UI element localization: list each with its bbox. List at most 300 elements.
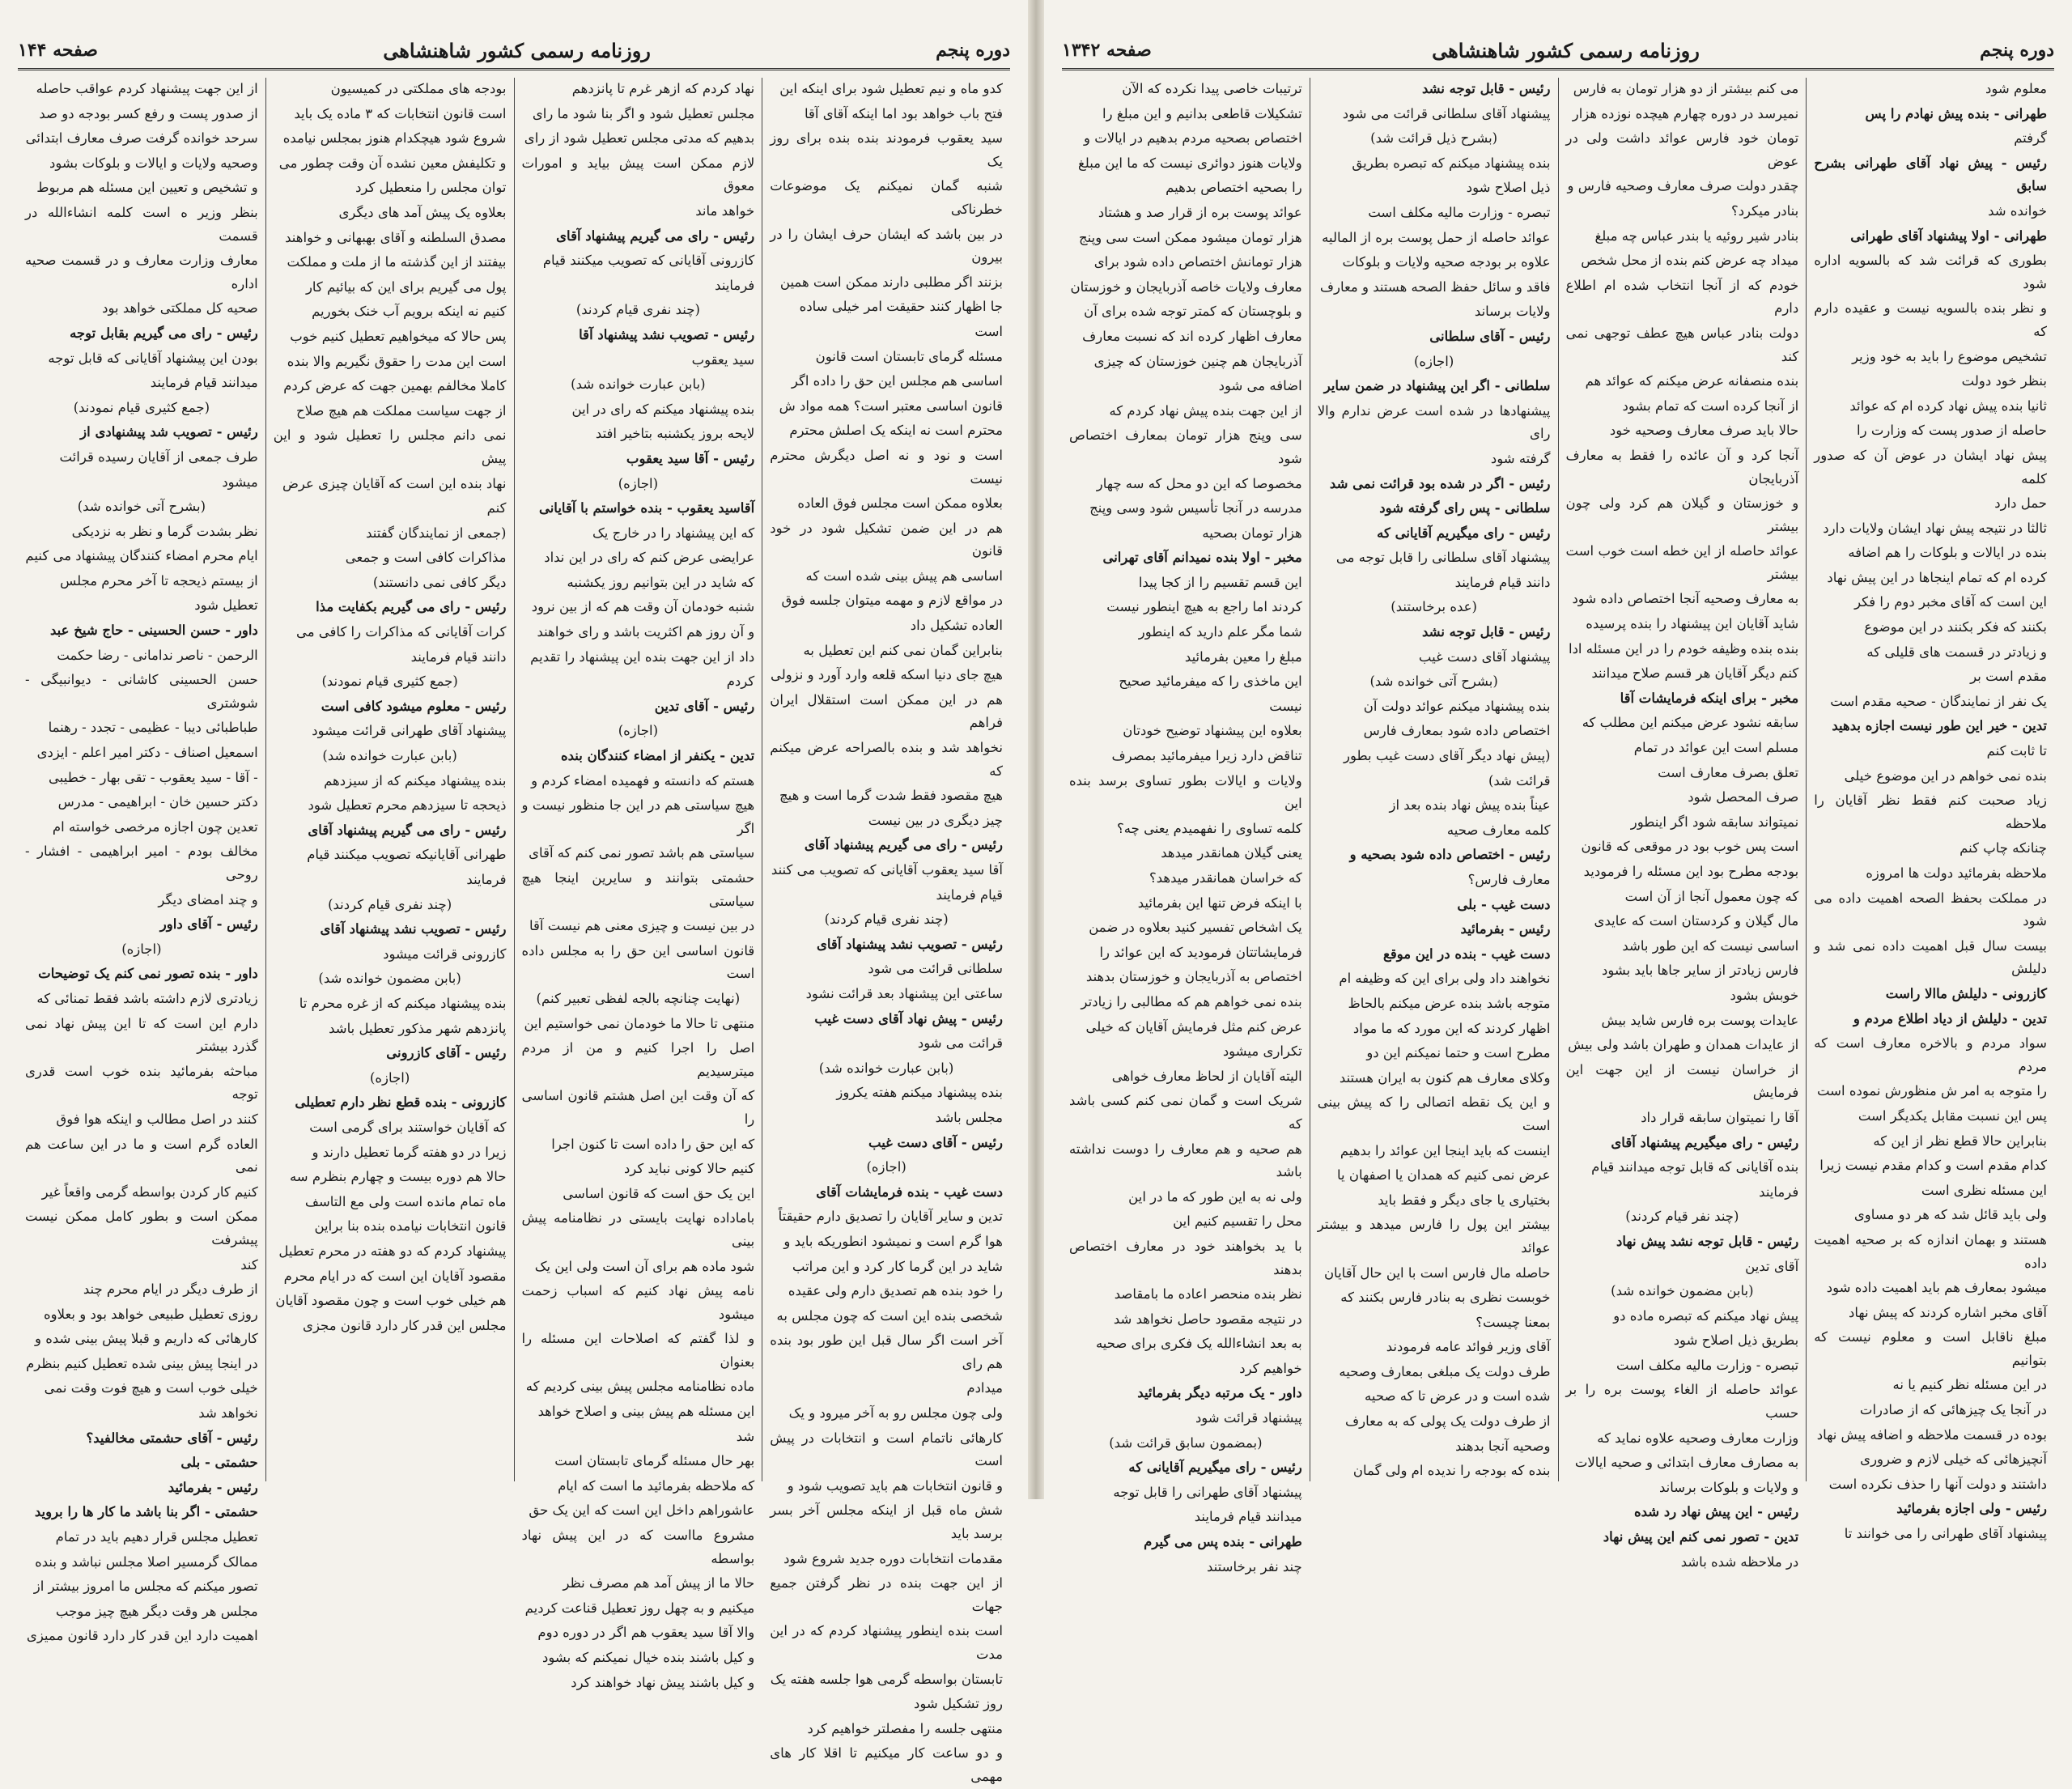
text-line: اختصاص داده شود بمعارف فارس: [1363, 723, 1551, 739]
text-line: از جهت سیاست مملکت هم هیچ صلاح: [295, 402, 507, 419]
text-line: و نظر بنده بالسویه نیست و عقیده دارم که: [1814, 300, 2047, 339]
text-line: قانون انتخابات نیامده بنده بنا براین: [314, 1218, 507, 1234]
text-line: عیناً بنده پیش نهاد بنده بعد از: [1389, 797, 1551, 814]
text-line: کردند اما راجع به هیچ اینطور نیست: [1106, 599, 1302, 615]
text-line: رئیس - آقای کازرونی: [386, 1045, 507, 1061]
text-line: فارس زیادتر از سایر جاها باید بشود: [1602, 962, 1799, 979]
text-line: پول می گیریم برای این که بیائیم کار: [305, 278, 507, 295]
text-line: کنیم کار کردن بواسطه گرمی واقعاً غیر: [41, 1183, 258, 1200]
text-line: اسمعیل اصناف - دکتر امیر اعلم - ایزدی: [36, 745, 258, 761]
text-line: کارهائی که داریم و قبلا پیش بینی شده و: [35, 1331, 258, 1347]
text-line: اظهار کردند که این مورد که ما مواد: [1352, 1020, 1551, 1036]
text-line: فرمایند: [1759, 1183, 1799, 1200]
text-line: منتهی تا حالا ما خودمان نمی خواستیم این: [524, 1015, 755, 1031]
text-line: یعنی گیلان همانقدر میدهد: [1161, 845, 1302, 861]
text-line: ثانیا بنده پیش نهاد کرده ام که عوائد: [1849, 397, 2047, 414]
text-line: تعطیل مجلس قرار دهیم باید در تمام: [55, 1529, 258, 1545]
text-line: وصحیه ولایات و ایالات و بلوکات بشود: [49, 155, 258, 171]
text-line: وکلای معارف هم کنون به ایران هستند: [1339, 1069, 1551, 1086]
text-line: بزنند اگر مطلبی دارند ممکن است همین: [779, 274, 1003, 290]
text-line: مجلس تعطیل شود و اگر بنا شود ما رای: [532, 105, 755, 121]
text-line: نهاد بنده این است که آقایان چیزی عرض: [282, 475, 507, 491]
text-line: سید یعقوب فرمودند بنده بنده برای روز یک: [770, 130, 1003, 169]
text-line: عرایضی عرض کنم که رای در این نداد: [544, 550, 755, 566]
newspaper-title: روزنامه رسمی کشور شاهنشاهی: [383, 38, 651, 62]
text-line: تدین و سایر آقایان را تصدیق دارم حقیقتاً: [778, 1209, 1003, 1225]
text-line: در مواقع لازم و مهمه میتوان جلسه فوق: [781, 593, 1003, 609]
text-line: رئیس - معلوم میشود کافی است: [321, 698, 507, 714]
text-line: تشخیص موضوع را باید به خود وزیر: [1852, 348, 2047, 364]
text-line: رئیس - رای می گیریم پیشنهاد آقای: [308, 822, 507, 838]
text-line: ملاحظه بفرمائید دولت ها امروزه: [1866, 865, 2047, 881]
text-line: این مسئله هم پیش بینی و اصلاح خواهد: [537, 1404, 755, 1420]
text-line: است قانون انتخابات که ۳ ماده یک باید: [294, 105, 507, 121]
text-line: بطوری که قرائت شد که بالسویه اداره شود: [1814, 253, 2047, 291]
text-line: مبلغ ناقابل است و معلوم نیست که بتوانیم: [1814, 1329, 2047, 1368]
text-line: یک نفر از نمایندگان - صحیه مقدم است: [1830, 693, 2047, 709]
text-line: پیشنهاد کردم که دو هفته در محرم تعطیل: [278, 1243, 507, 1259]
text-line: مبلغ را معین بفرمائید: [1184, 648, 1302, 665]
text-column: [18, 78, 265, 1644]
text-line: ثالثا در نتیجه پیش نهاد ایشان ولایات دارد: [1823, 520, 2047, 536]
text-line: هیچ جای دنیا اسکه قلعه وارد آورد و نزولی: [770, 667, 1003, 683]
text-line: داد از این جهت بنده این پیشنهاد را تقدیم: [530, 648, 755, 665]
text-line: شروع شود هیچکدام هنوز بمجلس نیامده: [282, 130, 507, 147]
text-line: نظر بشدت گرما و نظر به نزدیکی: [71, 523, 258, 539]
text-line: اختصاص به آذربایجان و خوزستان بدهند: [1085, 969, 1302, 985]
text-line: به مصارف معارف ابتدائی و صحیه ایالات: [1574, 1455, 1799, 1471]
text-line: (بابن عبارت خوانده شد): [818, 1060, 954, 1076]
text-line: در بین نیست و چیزی معنی هم نیست آقا: [529, 918, 755, 934]
text-line: دست غیب - بنده فرمایشات آقای: [816, 1183, 1003, 1200]
text-line: زیاد صحبت کنم فقط نظر آقایان را ملاحظه: [1814, 793, 2047, 831]
text-line: ممالک گرمسیر اصلا مجلس نباشد و بنده: [35, 1553, 258, 1570]
text-line: رئیس - ولی اجازه بفرمائید: [1896, 1501, 2047, 1517]
text-line: آخر است اگر سال قبل این طور بود بنده هم رای: [770, 1332, 1003, 1371]
text-line: چند نفر برخاستند: [1207, 1558, 1302, 1574]
text-line: پیش نهاد ایشان در عوض آن که صدور کلمه: [1814, 447, 2047, 487]
text-line: نخواهد شد: [198, 1405, 258, 1421]
text-line: این ماخذی را که میفرمائید صحیح: [1119, 674, 1302, 690]
text-line: آقای وزیر فوائد عامه فرمودند: [1386, 1339, 1551, 1355]
text-line: الیته آقایان از لحاظ معارف خواهی: [1111, 1068, 1302, 1084]
text-line: کدو ماه و نیم تعطیل شود برای اینکه این: [779, 81, 1003, 96]
text-line: از آنجا کرده است که تمام بشود: [1622, 397, 1799, 414]
text-line: خوبش بشود: [1730, 987, 1799, 1003]
text-line: (جمع کثیری قیام نمودند): [73, 399, 210, 415]
text-line: تعطیل شود: [194, 597, 258, 614]
text-line: مسئله گرمای تابستان است قانون: [815, 348, 1003, 364]
text-line: مباحثه بفرمائید بنده خوب است قدری توجه: [25, 1063, 258, 1103]
text-line: آقاسید یعقوب - بنده خواستم با آقایانی: [538, 500, 755, 516]
text-line: و چند امضای دیگر: [158, 891, 258, 907]
text-line: هیچ سیاستی هم در این جا منظور نیست و اگر: [521, 797, 755, 836]
text-line: سلطانی قرائت می شود: [868, 961, 1003, 977]
text-line: و قانون انتخابات هم باید تصویب شود و: [787, 1477, 1003, 1494]
text-line: میداد چه عرض کنم بنده از محل شخص: [1581, 253, 1799, 269]
text-line: اساسی هم پیش بینی شده است که: [805, 567, 1003, 584]
text-line: و کیل باشند پیش نهاد خواهند کرد: [571, 1674, 755, 1690]
text-line: مشروع مااست که در این پیش نهاد بواسطه: [521, 1528, 755, 1566]
text-line: پیشنهاد آقای طهرانی را می خوانند تا: [1844, 1526, 2047, 1542]
text-line: مخالف بودم - امیر ابراهیمی - افشار - روحی: [25, 844, 258, 882]
text-line: داور - بنده تصور نمی کنم یک توضیحات: [38, 966, 258, 982]
text-line: عوائد حاصله از این خطه است خوب است بیشتر: [1565, 543, 1799, 582]
text-line: معارف فارس؟: [1467, 872, 1551, 887]
text-line: مصدق السلطنه و آقای بهبهانی و خواهند: [285, 229, 507, 245]
text-line: سید یعقوب: [691, 351, 755, 368]
text-line: کلمه تساوی را نفهمیدم یعنی چه؟: [1117, 820, 1302, 836]
text-line: رئیس - قابل توجه نشد پیش نهاد: [1616, 1233, 1799, 1249]
text-line: از عایدات همدان و طهران باشد ولی بیش: [1568, 1037, 1799, 1053]
text-line: شنبه خودمان آن وقت هم که از بین نرود: [531, 599, 755, 615]
text-line: بنده پیشنهاد میکنم که از غره محرم تا: [299, 995, 507, 1011]
text-line: آقا سید یعقوب آقایانی که تصویب می کنند: [771, 862, 1003, 878]
text-line: بختیاری یا جای دیگر و فقط باید: [1378, 1192, 1551, 1208]
text-line: اصل را اجرا کنیم و من از مردم میترسیدیم: [521, 1040, 755, 1079]
text-line: پیشنهاد قرائت شود: [1195, 1410, 1302, 1426]
text-line: پانزدهم شهر مذکور تعطیل باشد: [329, 1020, 507, 1036]
text-line: اینست که باید اینجا این عوائد را بدهیم: [1340, 1142, 1551, 1158]
text-line: این مسئله نظری است: [1921, 1182, 2047, 1198]
text-line: رئیس - آقا سید یعقوب: [626, 450, 755, 466]
text-line: است بنده اینطور پیشنهاد کردم که در این مدت: [770, 1623, 1003, 1662]
text-line: است و نود و نه اصل دیگرش محترم نیست: [770, 447, 1003, 487]
text-line: پس این نسبت مقابل یکدیگر است: [1858, 1107, 2047, 1124]
text-line: نیست: [1269, 698, 1302, 714]
text-line: بنابراین حالا قطع نظر از این که: [1873, 1132, 2047, 1149]
text-line: رئیس - تصویب شد پیشنهادی از: [80, 424, 258, 440]
text-line: رئیس - پیش نهاد آقای دست غیب: [814, 1010, 1003, 1026]
text-line: معارف اظهار کرده اند که نسبت معارف: [1082, 328, 1302, 344]
text-line: مخبر - اولا بنده نمیدانم آقای تهرانی: [1102, 550, 1302, 566]
text-line: بنادر شیر روئیه یا بندر عباس چه مبلغ: [1594, 227, 1799, 244]
text-line: در نتیجه مقصود حاصل نخواهد شد: [1113, 1311, 1302, 1327]
text-line: می کنم بیشتر از دو هزار تومان به فارس: [1573, 81, 1799, 96]
text-line: است: [974, 323, 1003, 339]
text-line: صرف المحصل شود: [1688, 789, 1799, 805]
text-line: دیگر کافی نمی دانستند): [372, 574, 507, 590]
text-line: (بابن مضمون خوانده شد): [1611, 1283, 1754, 1299]
text-line: آذربایجان هم چنین خوزستان که چیزی: [1093, 353, 1302, 369]
text-line: طهرانی - بنده پیش نهادم را پس: [1865, 105, 2047, 121]
text-line: بطریق ذیل اصلاح شود: [1673, 1332, 1799, 1349]
text-line: کلمه معارف صحیه: [1446, 822, 1551, 838]
text-line: صحیه کل مملکتی خواهد بود: [102, 300, 258, 317]
text-line: نامه پیش نهاد کنیم که اسباب زحمت میشود: [521, 1283, 755, 1322]
text-line: بنده پیشنهاد میکنم هفته یکروز: [836, 1085, 1003, 1101]
text-line: سرحد خوانده گرفت صرف معارف ابتدائی: [25, 130, 258, 147]
text-line: رئیس - رای می گیریم پیشنهاد آقای: [804, 837, 1003, 853]
text-line: از طرف دولت یک پولی که به معارف: [1345, 1413, 1551, 1430]
text-line: هم در این ممکن است استقلال ایران فراهم: [770, 691, 1003, 731]
period-label: دوره پنجم: [1980, 40, 2054, 61]
text-line: میدانند قیام فرمایند: [150, 375, 258, 391]
text-line: فرمایند: [715, 277, 755, 293]
text-line: (اجازه): [369, 1069, 410, 1086]
text-line: رئیس - تصویب نشد پیشنهاد آقای: [320, 921, 507, 937]
text-line: بعلاوه یک پیش آمد های دیگری: [338, 204, 507, 220]
text-line: که آقایان خواستند برای گرمی است: [309, 1119, 507, 1135]
text-line: بودجه مطرح بود این مسئله را فرمودید: [1583, 864, 1799, 879]
text-line: گرفته شود: [1490, 450, 1551, 466]
text-line: بنادر میکرد؟: [1730, 202, 1799, 219]
text-line: از صدور پست و رفع کسر بودجه دو صد: [39, 105, 258, 121]
text-line: خواهد ماند: [695, 202, 755, 219]
text-line: از طرف دیگر در ایام محرم چند: [83, 1281, 258, 1298]
text-line: داور - یک مرتبه دیگر بفرمائید: [1137, 1385, 1302, 1401]
text-line: نمیتواند سابقه شود اگر اینطور: [1630, 814, 1799, 830]
text-line: کرات آقایانی که مذاکرات را کافی می: [295, 624, 507, 640]
text-line: شش ماه قبل از اینکه مجلس آخر بسر برسد باید: [770, 1502, 1003, 1542]
text-line: و لذا گفتم که اصلاحات این مسئله را بعنوان: [521, 1331, 755, 1370]
left-page-header: [18, 32, 1010, 70]
text-line: رئیس - آقای دست غیب: [868, 1134, 1003, 1150]
text-line: بنده پیشنهاد میکنم که رای در این: [571, 401, 755, 417]
text-line: (جمع کثیری قیام نمودند): [321, 674, 458, 690]
text-line: عایدات پوست بره فارس شاید بیش: [1601, 1012, 1799, 1028]
text-line: رئیس - بفرمائید: [1460, 921, 1551, 937]
text-line: - آقا - سید یعقوب - تقی بهار - خطیبی: [48, 769, 258, 785]
text-line: بنظر وزیر ه است کلمه انشاءالله در قسمت: [25, 204, 258, 244]
text-line: میدانند قیام فرمایند: [1194, 1509, 1302, 1525]
text-line: این است که آقای مخبر دوم را فکر: [1854, 594, 2047, 610]
text-line: هم در این ضمن تشکیل شود در خود قانون: [770, 520, 1003, 559]
text-line: خوانده شد: [1988, 202, 2047, 219]
text-line: پیشنهاد آقای طهرانی قرائت میشود: [312, 723, 507, 739]
text-column: [1310, 78, 1558, 1481]
text-line: چیز دیگری در بین نیست: [868, 812, 1003, 828]
text-line: ماده نظامنامه مجلس پیش بینی کردیم که: [525, 1379, 755, 1395]
text-line: بنده پیشنهاد میکنم عوائد دولت آن: [1363, 698, 1551, 714]
text-line: سی وپنج هزار تومان بمعارف اختصاص شود: [1069, 427, 1302, 466]
text-line: وزارت معارف وصحیه علاوه نماید که: [1597, 1430, 1799, 1446]
text-line: فاقد و سائل حفظ الصحه هستند و معارف: [1319, 278, 1551, 295]
text-line: رئیس - تصویب نشد پیشنهاد آقای: [816, 936, 1003, 952]
text-line: با اینکه فرض تنها این بفرمائید: [1137, 894, 1302, 911]
text-line: در این مسئله نظر کنیم یا نه: [1892, 1377, 2047, 1393]
text-line: دولت بنادر عباس هیچ عطف توجهی نمی کند: [1565, 325, 1799, 364]
text-line: مقدمات انتخابات دوره جدید شروع شود: [783, 1550, 1003, 1566]
text-line: که چون معمول آنجا از آن است: [1624, 888, 1799, 904]
text-line: کدام مقدم است و کدام مقدم نیست زیرا: [1819, 1158, 2047, 1174]
text-line: رئیس - اگر در شده بود قرائت نمی شد: [1329, 475, 1551, 491]
text-line: و آن روز هم اکثریت باشد و رای خواهند: [537, 624, 755, 640]
text-line: هوا گرم است و نمیشود انطوریکه باید و: [783, 1233, 1003, 1249]
text-line: سیاستی هم باشد تصور نمی کنم که آقای: [529, 845, 755, 861]
text-line: آقای مخبر اشاره کردند که پیش نهاد: [1849, 1304, 2047, 1320]
text-line: حاصله مال فارس است با این حال آقایان: [1323, 1264, 1551, 1281]
text-line: سلطانی - اگر این پیشنهاد در ضمن سایر: [1323, 378, 1551, 394]
text-line: شد: [736, 1428, 755, 1444]
text-line: ولایات هنوز دوائری نیست که ما این مبلغ: [1077, 155, 1302, 171]
text-line: پیشنهادها در شده است عرض ندارم والا رای: [1317, 402, 1551, 442]
text-line: خودم که از آنجا انتخاب شده ام اطلاع دارم: [1565, 277, 1799, 317]
text-line: بنده در ایالات و بلوکات را هم اضافه: [1848, 545, 2047, 561]
text-line: عرض کنم مثل فرمایش آقایان که خیلی: [1085, 1018, 1302, 1035]
text-line: میشود: [222, 474, 258, 490]
text-line: این یک حق است که قانون اساسی: [563, 1185, 755, 1201]
text-line: این قسم تقسیم را از کجا پیدا: [1138, 574, 1302, 590]
text-line: ممکن است و بطور کامل ممکن نیست پیشرفت: [25, 1209, 258, 1247]
text-line: تناقض دارد زیرا میفرمائید بمصرف: [1111, 748, 1302, 764]
text-line: را متوجه به امر ش منظورش نموده است: [1816, 1083, 2047, 1099]
text-line: قیام فرمایند: [936, 886, 1003, 903]
text-line: در بین باشد که ایشان حرف ایشان را در بیرون: [770, 226, 1003, 266]
right-page-header: [1062, 32, 2054, 70]
text-line: پیشنهاد آقای دست غیب: [1418, 648, 1551, 665]
text-line: شود ماده هم برای آن است ولی این یک: [534, 1258, 755, 1274]
text-line: که این حق را داده است تا کنون اجرا: [551, 1136, 755, 1152]
text-line: هزار تومانش اختصاص داده شود برای: [1093, 254, 1302, 270]
text-line: بودن این پیشنهاد آقایانی که قابل توجه: [48, 350, 258, 366]
text-line: (اجازه): [618, 475, 659, 491]
text-line: کرده ام که تمام اینجاها در این پیش نهاد: [1827, 569, 2047, 585]
text-line: رئیس - تصویب نشد پیشنهاد آقا: [579, 326, 755, 342]
text-line: فرمایشاتتان فرمودید که این عوائد را: [1099, 944, 1302, 960]
text-line: (جمعی از نمایندگان گفتند: [366, 525, 507, 541]
text-line: تبصره - وزارت مالیه مکلف است: [1368, 204, 1551, 220]
text-line: توان مجلس را منعطیل کرد: [355, 180, 507, 196]
text-line: بعلاوه این پیشنهاد توضیح خودتان: [1123, 723, 1302, 739]
text-line: (پیش نهاد دیگر آقای دست غیب بطور: [1344, 748, 1551, 764]
text-line: رئیس - پیش نهاد آقای طهرانی بشرح سابق: [1814, 155, 2047, 194]
text-line: سابقه نشود عرض میکنم این مطلب که: [1582, 715, 1799, 731]
text-line: چنانکه چاپ کنم: [1959, 840, 2047, 856]
text-line: بنده که بودجه را ندیده ام ولی گمان: [1352, 1463, 1551, 1479]
text-line: شاید در این گرما کار کرد و این مراتب: [792, 1258, 1003, 1274]
text-line: تا ثابت کنم: [1986, 743, 2047, 759]
text-line: به بعد انشاءالله یک فکری برای صحیه: [1095, 1336, 1302, 1352]
text-line: (بمضمون سابق قرائت شد): [1109, 1434, 1263, 1451]
text-line: دارم این است که تا این پیش نهاد نمی گذرد بیشتر: [25, 1015, 258, 1055]
text-line: تدین - خیر این طور نیست اجازه بدهید: [1832, 718, 2047, 734]
text-line: تبصره - وزارت مالیه مکلف است: [1616, 1357, 1799, 1373]
text-line: (بابن عبارت خوانده شد): [322, 748, 457, 764]
text-line: حسن الحسینی کاشانی - دیوانبیگی - شوشتری: [25, 672, 258, 711]
text-line: (چند نفر قیام کردند): [1625, 1209, 1739, 1225]
text-line: و دو ساعت کار میکنیم تا اقلا کار های مهمی: [770, 1745, 1003, 1784]
text-line: عوائد حاصله از الغاء پوست بره را بر حسب: [1565, 1382, 1799, 1421]
text-line: (بشرح ذیل قرائت شد): [1370, 130, 1498, 147]
text-line: دانند قیام فرمایند: [410, 648, 507, 665]
text-line: اساسی نیست که این طور باشد: [1622, 937, 1799, 954]
text-line: تعدین چون اجازه مرخصی خواسته ام: [52, 818, 258, 835]
text-line: طرف دولت یک مبلغی بمعارف وصحیه: [1339, 1363, 1551, 1379]
text-line: به معارف وصحیه آنجا اختصاص داده شود: [1572, 591, 1799, 607]
text-line: عرض نمی کنیم که همدان یا اصفهان یا: [1336, 1167, 1551, 1183]
text-line: هزار تومان بصحیه: [1202, 525, 1302, 541]
text-line: شخصی بنده این است که چون مجلس به: [776, 1307, 1003, 1324]
text-line: کنم: [486, 500, 507, 516]
text-line: نهاد کردم که ازهر غرم تا پانزدهم: [571, 81, 755, 96]
text-line: حالا ما از پیش آمد هم مصرف نظر: [563, 1575, 755, 1591]
text-line: رئیس - رای میگیریم آقایانی که: [1128, 1460, 1302, 1476]
text-line: حشمتی بتوانند و سایرین اینجا هیچ سیاستی: [521, 870, 755, 909]
text-line: ذیل اصلاح شود: [1466, 180, 1551, 196]
text-line: شما مگر علم دارید که اینطور: [1138, 624, 1302, 640]
text-line: ترتیبات خاصی پیدا نکرده که الآن: [1122, 81, 1302, 96]
text-line: از این جهت بنده پیش نهاد کردم که: [1109, 402, 1302, 419]
text-line: پس حالا که میخواهیم تعطیل کنیم خوب: [290, 328, 507, 344]
text-line: کنم دیگر آقایان هر قسم صلاح میدانند: [1591, 665, 1799, 682]
text-line: تدین - دلیلش از دیاد اطلاع مردم و: [1853, 1010, 2047, 1026]
text-line: بنده پیشنهاد میکنم که از سیزدهم: [324, 772, 507, 788]
text-line: مطرح است و حتما نمیکنم این دو: [1366, 1045, 1551, 1061]
text-line: ولی باید قائل شد که هر دو مساوی: [1853, 1207, 2047, 1223]
text-line: محل را تقسیم کنیم این: [1173, 1213, 1302, 1230]
text-line: آقا را نمیتوان سابقه قرار داد: [1641, 1109, 1799, 1125]
text-line: بوده در قسمت ملاحظه و اضافه پیش نهاد: [1816, 1426, 2047, 1443]
text-line: طهرانی - اولا پیشنهاد آقای طهرانی: [1850, 227, 2047, 244]
text-line: خواهیم کرد: [1239, 1360, 1302, 1376]
text-line: روز تشکیل شود: [914, 1696, 1003, 1712]
text-line: و بلوچستان که کمتر توجه شده برای آن: [1084, 304, 1302, 320]
text-line: میکنیم و به چهل روز تعطیل قناعت کردیم: [524, 1600, 755, 1616]
text-line: ایام محرم امضاء کنندگان پیشنهاد می کنیم: [25, 548, 258, 564]
text-line: و تشخیص و تعیین این مسئله هم مربوط: [36, 180, 258, 196]
text-line: در مملکت بحفظ الصحه اهمیت داده می شود: [1814, 890, 2047, 929]
text-line: سلطانی - پس رای گرفته شود: [1379, 500, 1551, 516]
right-columns: [1062, 78, 2054, 1574]
left-page: [0, 0, 1028, 1784]
period-label: دوره پنجم: [936, 40, 1010, 61]
text-line: قانون اساسی این حق را به مجلس داده است: [521, 942, 755, 982]
text-line: لایحه بروز یکشنبه بتاخیر افتد: [595, 426, 755, 442]
text-line: بنده نمی خواهم هم که مطالبی را زیادتر: [1081, 993, 1302, 1009]
text-line: تابستان بواسطه گرمی هوا جلسه هفته یک: [770, 1671, 1003, 1687]
text-line: طرف جمعی از آقایان رسیده قرائت: [59, 448, 258, 465]
text-line: بیشتر این پول را فارس میدهد و بیشتر عوائد: [1317, 1217, 1551, 1256]
text-line: رئیس - بفرمائید: [168, 1479, 258, 1495]
text-line: آقای تدین: [1745, 1258, 1799, 1274]
text-line: (نهایت چنانچه بالجه لفظی تعبیر کنم): [536, 990, 741, 1006]
text-column: [1806, 78, 2054, 1542]
text-line: رئیس - رای می گیریم بکفایت مذا: [316, 599, 507, 615]
text-line: فرمایند: [466, 872, 507, 887]
text-line: نخواهند داد ولی برای این که وظیفه ام: [1339, 971, 1551, 987]
text-line: ولایات برساند: [1474, 304, 1551, 320]
text-line: گرفتم: [2014, 130, 2047, 147]
text-line: است این مدت را حقوق نگیریم والا بنده: [287, 353, 507, 369]
text-line: (چند نفری قیام کردند): [575, 302, 700, 318]
text-line: رئیس - رای می گیریم پیشنهاد آقای: [556, 227, 755, 244]
text-line: العاده گرم است و ما در این ساعت هم نمی: [25, 1136, 258, 1175]
text-line: از بیستم ذیحجه تا آخر محرم مجلس: [60, 572, 258, 589]
text-line: بیفتند از این گذشته ما از ملت و مملکت: [287, 254, 507, 270]
text-column: [265, 78, 514, 1481]
text-line: دکتر حسین خان - ابراهیمی - مدرس: [57, 794, 258, 810]
text-line: و این یک نقطه اتصالی را که پیش بینی است: [1317, 1094, 1551, 1133]
text-line: کنند در اصل مطالب و اینکه هوا فوق: [56, 1111, 258, 1127]
text-line: اضافه می شود: [1218, 378, 1302, 394]
text-line: آنجا کرد و آن عائده را فقط به معارف آذربایجان: [1565, 447, 1799, 487]
text-line: پیش نهاد میکنم که تبصره ماده دو: [1613, 1307, 1799, 1324]
text-line: الرحمن - ناصر ندامانی - رضا حکمت: [57, 647, 258, 663]
text-line: که این پیشنهاد را در خارج یک: [592, 525, 755, 541]
text-line: داور - حسن الحسینی - حاج شیخ عبد: [49, 623, 258, 639]
text-line: هستم که دانسته و فهمیده امضاء کردم و: [531, 772, 755, 788]
text-line: هزار تومان میشود ممکن است سی وپنج: [1078, 229, 1302, 245]
text-line: طهرانی آقایانیکه تصویب میکنند قیام: [307, 847, 507, 863]
text-line: پیشنهاد آقای طهرانی را قابل توجه: [1113, 1484, 1302, 1500]
text-line: مخصوصا که این دو محل که سه چهار: [1096, 475, 1302, 491]
text-line: پیشنهاد آقای سلطانی قرائت می شود: [1342, 105, 1551, 121]
text-line: بکنند که فکر بکنند در این موضوع: [1864, 619, 2047, 635]
text-line: رئیس - آقای حشمتی مخالفید؟: [86, 1430, 258, 1446]
text-line: کردم: [726, 674, 755, 690]
text-line: تدین - تصور نمی کنم این پیش نهاد: [1603, 1529, 1799, 1545]
